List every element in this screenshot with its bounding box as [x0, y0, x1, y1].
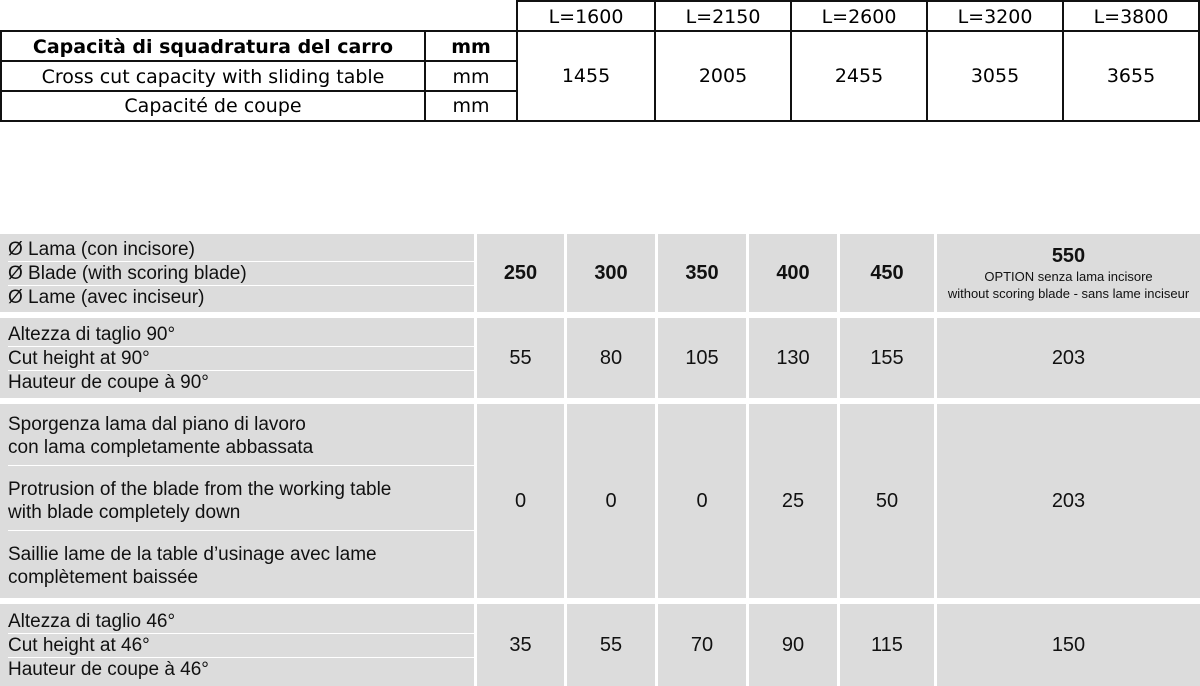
cut-height-46-row — [0, 604, 1200, 686]
label-line: Ø Lama (con incisore) — [8, 238, 474, 262]
capacity-unit-fr: mm — [424, 90, 516, 122]
protrusion-value: 203 — [1051, 489, 1086, 512]
capacity-value: 2455 — [790, 30, 926, 122]
label-line: con lama completamente abbassata — [8, 437, 314, 458]
capacity-value: 1455 — [516, 30, 654, 122]
label-line: complètement baissée — [8, 567, 199, 588]
blade-option-note: without scoring blade - sans lame inciseur — [947, 286, 1190, 301]
blade-diameter-label — [0, 234, 474, 312]
blade-option-note: OPTION senza lama incisore — [984, 269, 1153, 284]
blade-value: 300 — [594, 261, 628, 284]
blade-spec-table — [0, 234, 1200, 686]
length-header: L=2600 — [790, 0, 926, 32]
protrusion-value: 0 — [514, 489, 527, 512]
blade-value: 350 — [685, 261, 719, 284]
cross-cut-capacity-table — [0, 0, 1200, 124]
cut-height-46-label — [0, 604, 474, 686]
length-header: L=3200 — [926, 0, 1062, 32]
label-line: Cut height at 46° — [8, 634, 474, 658]
label-line: Hauteur de coupe à 46° — [8, 658, 209, 680]
capacity-unit-it: mm — [424, 30, 516, 62]
label-line: Sporgenza lama dal piano di lavoro — [8, 414, 306, 435]
label-block — [8, 472, 474, 531]
cut90-value: 203 — [1051, 346, 1086, 369]
blade-option-cell — [937, 234, 1200, 312]
label-block — [8, 537, 474, 592]
blade-option-value: 550 — [1051, 245, 1086, 267]
length-header: L=2150 — [654, 0, 790, 32]
cut90-value: 130 — [776, 346, 810, 369]
cut90-value: 155 — [870, 346, 904, 369]
capacity-value: 3655 — [1062, 30, 1200, 122]
cut-height-90-label — [0, 318, 474, 398]
label-line: Altezza di taglio 46° — [8, 610, 474, 634]
protrusion-value: 50 — [875, 489, 899, 512]
label-line: Hauteur de coupe à 90° — [8, 371, 209, 393]
protrusion-value: 0 — [605, 489, 617, 512]
capacity-value: 2005 — [654, 30, 790, 122]
length-header: L=1600 — [516, 0, 654, 32]
label-block — [8, 410, 474, 466]
cut46-value: 70 — [690, 633, 714, 656]
length-header: L=3800 — [1062, 0, 1200, 32]
label-line: Saillie lame de la table d’usinage avec lame — [8, 544, 377, 565]
cut90-value: 80 — [599, 346, 623, 369]
capacity-label-fr: Capacité de coupe — [0, 90, 424, 122]
protrusion-value: 0 — [696, 489, 708, 512]
cut90-value: 55 — [509, 346, 532, 369]
protrusion-value: 25 — [781, 489, 805, 512]
cut90-value: 105 — [685, 346, 719, 369]
capacity-label-it: Capacità di squadratura del carro — [0, 30, 424, 62]
cut46-value: 35 — [509, 633, 532, 656]
label-line: Ø Blade (with scoring blade) — [8, 262, 474, 286]
protrusion-label — [0, 404, 474, 598]
cut46-value: 115 — [871, 633, 903, 656]
label-line: Protrusion of the blade from the working table — [8, 479, 392, 500]
label-line: Cut height at 90° — [8, 347, 474, 371]
blade-value: 250 — [503, 261, 538, 284]
label-line: with blade completely down — [8, 502, 241, 523]
capacity-value: 3055 — [926, 30, 1062, 122]
label-line: Altezza di taglio 90° — [8, 323, 474, 347]
cut46-value: 90 — [781, 633, 805, 656]
blade-diameter-row — [0, 234, 1200, 314]
cut46-value: 55 — [599, 633, 623, 656]
blade-value: 400 — [776, 261, 810, 284]
blade-value: 450 — [870, 261, 904, 284]
capacity-label-en: Cross cut capacity with sliding table — [0, 60, 424, 92]
label-line: Ø Lame (avec inciseur) — [8, 286, 205, 308]
cut46-value: 150 — [1051, 633, 1086, 656]
cut-height-90-row — [0, 318, 1200, 400]
capacity-unit-en: mm — [424, 60, 516, 92]
protrusion-row — [0, 404, 1200, 600]
